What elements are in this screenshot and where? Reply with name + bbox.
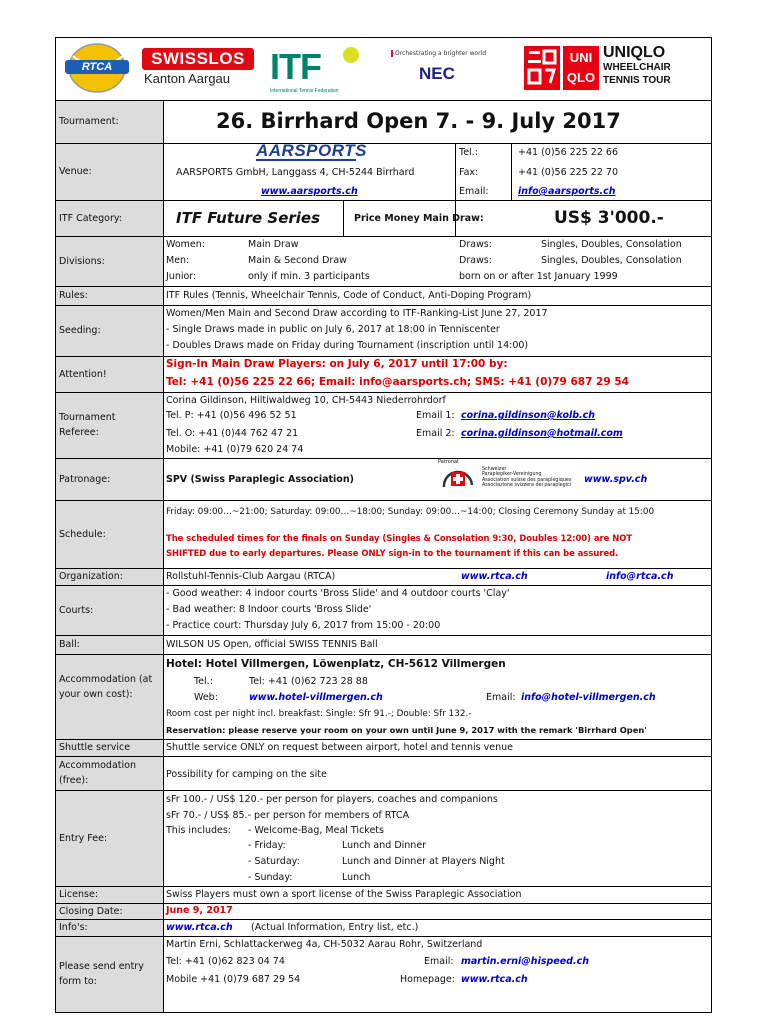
send-entry-email-label: Email:	[424, 956, 454, 967]
courts-line-2: - Bad weather: 8 Indoor courts 'Bross Slide'	[166, 604, 372, 615]
organization-email[interactable]: info@rtca.ch	[606, 571, 674, 582]
nec-tagline: Orchestrating a brighter world	[391, 50, 486, 57]
swisslos-logo-text: SWISSLOS	[142, 48, 254, 70]
label-send-entry: Please send entry form to:	[56, 936, 163, 1012]
division-men-label: Men:	[166, 255, 190, 266]
venue-url[interactable]: www.aarsports.ch	[261, 186, 358, 197]
accommodation-free-value: Possibility for camping on the site	[166, 769, 327, 780]
venue-tel: +41 (0)56 225 22 66	[518, 147, 618, 158]
tennis-ball-icon	[342, 46, 360, 64]
referee-name: Corina Gildinson, Hiltiwaldweg 10, CH-5443 Niederrohrdorf	[166, 395, 446, 406]
send-entry-homepage[interactable]: www.rtca.ch	[461, 974, 528, 985]
closing-date-value: June 9, 2017	[166, 905, 233, 916]
division-women-label: Women:	[166, 239, 205, 250]
label-attention: Attention!	[56, 356, 163, 392]
label-itf-category: ITF Category:	[56, 200, 163, 236]
hotel-reservation: Reservation: please reserve your room on your own until June 9, 2017 with the remark 'Birrhard Open'	[166, 725, 647, 735]
uniqlo-tour-title	[603, 44, 708, 87]
nec-logo-text: NEC	[419, 64, 455, 83]
label-divisions: Divisions:	[56, 236, 163, 286]
spv-logo	[436, 459, 572, 497]
division-draws2-label: Draws:	[459, 255, 492, 266]
venue-email[interactable]: info@aarsports.ch	[518, 186, 616, 197]
schedule-line-1: Friday: 09:00…~21:00; Saturday: 09:00…~18:00; Sunday: 09:00…~14:00; Closing Ceremony Sunday at 15:00	[166, 507, 655, 517]
division-junior-value: only if min. 3 participants	[248, 271, 370, 282]
entry-fee-includes-label: This includes:	[166, 825, 232, 836]
itf-category-value: ITF Future Series	[176, 209, 321, 227]
send-entry-tel: Tel: +41 (0)62 823 04 74	[166, 956, 285, 967]
entry-fee-item-2-what: Lunch and Dinner	[342, 840, 427, 851]
entry-fee-item-2-day: - Friday:	[248, 840, 286, 851]
entry-fee-item-4-day: - Sunday:	[248, 872, 293, 883]
entry-form-sheet	[55, 37, 712, 1013]
referee-email2-label: Email 2:	[416, 428, 455, 439]
uniqlo-tour-line1: UNIQLO	[603, 44, 666, 61]
label-courts: Courts:	[56, 585, 163, 635]
nec-logo	[391, 50, 506, 90]
send-entry-mobile: Mobile +41 (0)79 687 29 54	[166, 974, 301, 985]
spv-logo-text: Schweizer Paraplegiker-Vereinigung Association suisse des paraplégiques Associazione svizzera dei paraplegici	[482, 467, 572, 489]
label-closing-date: Closing Date:	[56, 903, 163, 919]
spv-logo-top: Patronat	[438, 459, 460, 465]
hotel-email[interactable]: info@hotel-villmergen.ch	[521, 692, 656, 703]
venue-email-label: Email:	[459, 186, 489, 197]
aarsports-logo: AARSPORTS	[256, 141, 367, 160]
label-rules: Rules:	[56, 286, 163, 305]
division-junior-label: Junior:	[166, 271, 197, 282]
venue-fax-label: Fax:	[459, 167, 479, 178]
hotel-tel: Tel: +41 (0)62 723 28 88	[249, 676, 368, 687]
referee-email1[interactable]: corina.gildinson@kolb.ch	[461, 410, 596, 421]
hotel-web-label: Web:	[194, 692, 218, 703]
entry-fee-line-1: sFr 100.- / US$ 120.- per person for players, coaches and companions	[166, 794, 498, 805]
referee-tel-o: Tel. O: +41 (0)44 762 47 21	[166, 428, 299, 439]
rtca-logo	[61, 42, 133, 94]
uniqlo-logo-line1: UNI	[569, 50, 593, 65]
label-seeding: Seeding:	[56, 305, 163, 356]
label-schedule: Schedule:	[56, 500, 163, 568]
hotel-email-label: Email:	[486, 692, 516, 703]
label-organization: Organization:	[56, 568, 163, 585]
entry-fee-line-2: sFr 70.- / US$ 85.- per person for members of RTCA	[166, 810, 410, 821]
ball-value: WILSON US Open, official SWISS TENNIS Ball	[166, 639, 378, 650]
referee-email1-label: Email 1:	[416, 410, 455, 421]
rules-value: ITF Rules (Tennis, Wheelchair Tennis, Code of Conduct, Anti-Doping Program)	[166, 290, 532, 301]
itf-subtitle: International Tennis Federation	[270, 88, 339, 94]
division-born: born on or after 1st January 1999	[459, 271, 618, 282]
uniqlo-tour-line3: TENNIS TOUR	[603, 75, 671, 86]
organization-value: Rollstuhl-Tennis-Club Aargau (RTCA)	[166, 571, 336, 582]
prize-money-label: Price Money Main Draw:	[354, 213, 484, 224]
seeding-line-1: Women/Men Main and Second Draw according to ITF-Ranking-List June 27, 2017	[166, 308, 548, 319]
uniqlo-tour-line2: WHEELCHAIR	[603, 62, 671, 73]
label-accommodation-free: Accommodation (free):	[56, 756, 163, 790]
patronage-value: SPV (Swiss Paraplegic Association)	[166, 474, 354, 485]
label-license: License:	[56, 886, 163, 903]
organization-url[interactable]: www.rtca.ch	[461, 571, 528, 582]
label-entry-fee: Entry Fee:	[56, 790, 163, 886]
division-draws2-value: Singles, Doubles, Consolation	[541, 255, 682, 266]
referee-email2[interactable]: corina.gildinson@hotmail.com	[461, 428, 623, 439]
infos-url[interactable]: www.rtca.ch	[166, 922, 233, 933]
hotel-tel-label: Tel.:	[194, 676, 213, 687]
license-value: Swiss Players must own a sport license of the Swiss Paraplegic Association	[166, 889, 522, 900]
swiss-cross-icon	[438, 467, 480, 493]
hotel-cost: Room cost per night incl. breakfast: Single: Sfr 91.-; Double: Sfr 132.-	[166, 709, 472, 719]
venue-address: AARSPORTS GmbH, Langgass 4, CH-5244 Birrhard	[176, 167, 415, 178]
division-draws1-label: Draws:	[459, 239, 492, 250]
hotel-name: Hotel: Hotel Villmergen, Löwenplatz, CH-5612 Villmergen	[166, 658, 506, 670]
rtca-logo-text: RTCA	[81, 61, 113, 73]
itf-logo-text: ITF	[270, 46, 321, 87]
division-men-value: Main & Second Draw	[248, 255, 347, 266]
entry-fee-item-3-what: Lunch and Dinner at Players Night	[342, 856, 505, 867]
attention-line-2: Tel: +41 (0)56 225 22 66; Email: info@aarsports.ch; SMS: +41 (0)79 687 29 54	[166, 376, 629, 388]
division-women-value: Main Draw	[248, 239, 299, 250]
send-entry-email[interactable]: martin.erni@hispeed.ch	[461, 956, 589, 967]
uniqlo-kanji-logo	[524, 46, 560, 90]
courts-line-3: - Practice court: Thursday July 6, 2017 from 15:00 - 20:00	[166, 620, 441, 631]
label-ball: Ball:	[56, 635, 163, 654]
referee-tel-p: Tel. P: +41 (0)56 496 52 51	[166, 410, 297, 421]
send-entry-homepage-label: Homepage:	[400, 974, 455, 985]
label-referee: Tournament Referee:	[56, 392, 163, 458]
seeding-line-2: - Single Draws made in public on July 6, 2017 at 18:00 in Tenniscenter	[166, 324, 500, 335]
send-entry-address: Martin Erni, Schlattackerweg 4a, CH-5032 Aarau Rohr, Switzerland	[166, 939, 483, 950]
uniqlo-logo	[563, 46, 599, 90]
label-patronage: Patronage:	[56, 458, 163, 500]
entry-fee-item-1: - Welcome-Bag, Meal Tickets	[248, 825, 384, 836]
schedule-line-2: The scheduled times for the finals on Sunday (Singles & Consolation 9:30, Doubles 12:00) are NOT	[166, 533, 633, 543]
venue-tel-label: Tel.:	[459, 147, 478, 158]
division-draws1-value: Singles, Doubles, Consolation	[541, 239, 682, 250]
schedule-line-3: SHIFTED due to early departures. Please ONLY sign-in to the tournament if this can be assured.	[166, 548, 619, 558]
uniqlo-logo-line2: QLO	[566, 70, 596, 85]
referee-mobile: Mobile: +41 (0)79 620 24 74	[166, 444, 304, 455]
kanton-aargau-text: Kanton Aargau	[144, 71, 231, 86]
swisslos-logo	[142, 48, 254, 88]
seeding-line-3: - Doubles Draws made on Friday during Tournament (inscription until 14:00)	[166, 340, 529, 351]
tournament-title: 26. Birrhard Open 7. - 9. July 2017	[216, 109, 621, 133]
infos-value: (Actual Information, Entry list, etc.)	[251, 922, 419, 933]
itf-logo	[266, 42, 376, 96]
label-shuttle: Shuttle service	[56, 739, 163, 756]
spv-url[interactable]: www.spv.ch	[584, 474, 648, 485]
entry-fee-item-4-what: Lunch	[342, 872, 371, 883]
hotel-web[interactable]: www.hotel-villmergen.ch	[249, 692, 383, 703]
attention-line-1: Sign-In Main Draw Players: on July 6, 2017 until 17:00 by:	[166, 358, 508, 370]
logo-header	[56, 38, 711, 100]
label-venue: Venue:	[56, 143, 163, 200]
entry-fee-item-3-day: - Saturday:	[248, 856, 300, 867]
label-accommodation: Accommodation (at your own cost):	[56, 654, 163, 739]
courts-line-1: - Good weather: 4 indoor courts 'Bross Slide' and 4 outdoor courts 'Clay'	[166, 588, 510, 599]
venue-fax: +41 (0)56 225 22 70	[518, 167, 618, 178]
prize-money-value: US$ 3'000.-	[554, 208, 664, 228]
shuttle-value: Shuttle service ONLY on request between airport, hotel and tennis venue	[166, 742, 514, 753]
label-infos: Info's:	[56, 919, 163, 936]
label-tournament: Tournament:	[56, 100, 163, 143]
